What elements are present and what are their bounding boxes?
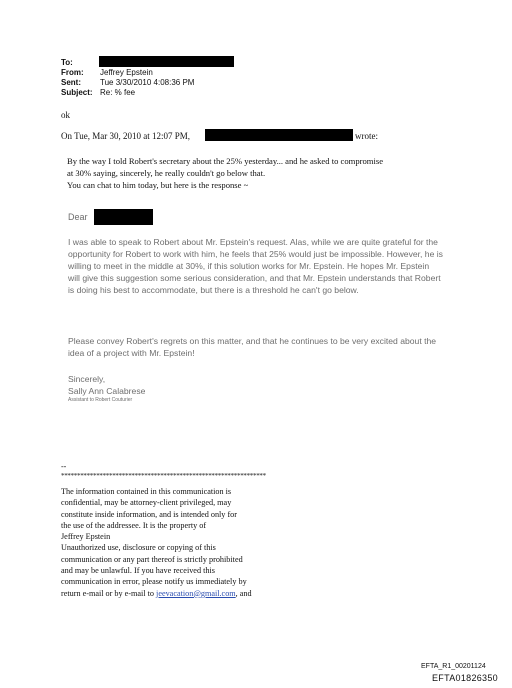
confidentiality-notice [61, 486, 321, 599]
notice-line: and may be unlawful. If you have received this [61, 566, 215, 576]
separator-dash: -- [61, 462, 67, 471]
notice-line: communication in error, please notify us immediately by [61, 577, 247, 587]
notice-line: The information contained in this communication is [61, 487, 232, 496]
notice-line: Jeffrey Epstein [61, 532, 111, 542]
signature-block [68, 373, 145, 397]
reference-code-1: EFTA_R1_00201124 [421, 663, 486, 670]
redaction-sender [205, 129, 353, 141]
notice-line-last [61, 588, 321, 599]
reply-text: ok [61, 110, 70, 120]
message-body [67, 155, 487, 191]
from-label: From: [61, 68, 84, 77]
message-line: You can chat to him today, but here is the response ~ [67, 180, 249, 190]
subject-label: Subject: [61, 88, 93, 97]
signature-name: Sally Ann Calabrese [68, 386, 146, 396]
notice-prefix: return e-mail or by e-mail to [61, 588, 157, 598]
reference-code-2: EFTA01826350 [432, 673, 498, 683]
sent-label: Sent: [61, 78, 81, 87]
signature-title: Assistant to Robert Couturier [68, 397, 133, 403]
quoted-intro: On Tue, Mar 30, 2010 at 12:07 PM, [61, 131, 191, 141]
notice-line: Unauthorized use, disclosure or copying of this [61, 543, 216, 553]
greeting: Dear [68, 212, 88, 222]
notice-line: constitute inside information, and is intended only for [61, 509, 237, 519]
sent-value: Tue 3/30/2010 4:08:36 PM [100, 78, 195, 87]
redaction-recipient [99, 56, 234, 67]
forwarded-paragraph-1: I was able to speak to Robert about Mr. Epstein's request. Alas, while we are quite grateful for the opportunity for Robert to work with him, he feels that 25% would just be impossible. However, he is willing to meet in the middle at 30%, if this solution works for Mr. Epstein. He hopes Mr. Epstein will give this suggestion some serious consideration, and that Mr. Epstein understands that Robert is doing his best to accommodate, but there is a threshold he can't go below. [68, 237, 443, 296]
message-line: By the way I told Robert's secretary about the 25% yesterday... and he asked to compromise [67, 156, 384, 166]
from-value: Jeffrey Epstein [100, 68, 153, 77]
email-link[interactable]: jeevacation@gmail.com [156, 588, 236, 598]
redaction-addressee [94, 209, 153, 225]
notice-line: confidential, may be attorney-client privileged, may [61, 498, 232, 508]
notice-line: the use of the addressee. It is the property of [61, 520, 207, 530]
message-line: at 30% saying, sincerely, he really couldn't go below that. [67, 168, 266, 178]
notice-line: communication or any part thereof is strictly prohibited [61, 554, 243, 564]
closing: Sincerely, [68, 374, 106, 384]
forwarded-paragraph-2: Please convey Robert's regrets on this matter, and that he continues to be very excited about the idea of a project with Mr. Epstein! [68, 336, 437, 359]
subject-value: Re: % fee [100, 88, 136, 97]
quoted-intro-suffix: wrote: [355, 131, 378, 141]
notice-suffix: , and [235, 588, 252, 598]
separator-stars: **************************************************************** [61, 472, 266, 480]
to-label: To: [61, 58, 73, 67]
